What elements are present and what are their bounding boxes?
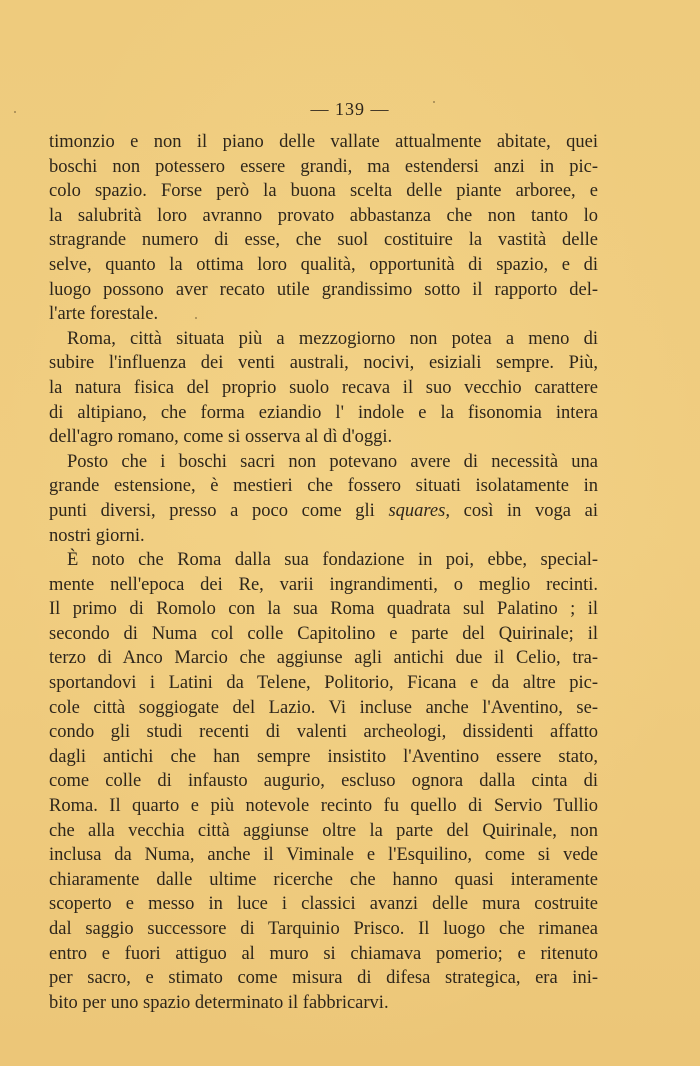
- text-line: per sacro, e stimato come misura di difesa strategica, era ini-: [49, 968, 598, 989]
- text-segment: così in voga ai: [463, 500, 599, 521]
- text-line: condo gli studi recenti di valenti archeologi, dissidenti affatto: [49, 722, 598, 743]
- text-line: terzo di Anco Marcio che aggiunse agli antichi due il Celio, tra-: [49, 648, 598, 669]
- text-line: l'arte forestale.: [49, 304, 159, 325]
- text-line: colo spazio. Forse però la buona scelta delle piante arboree, e: [49, 181, 598, 202]
- italic-term: squares,: [388, 500, 464, 521]
- text-line: scoperto e messo in luce i classici avanzi delle mura costruite: [49, 894, 598, 915]
- text-line: subire l'influenza dei venti australi, nocivi, esiziali sempre. Più,: [49, 353, 598, 374]
- text-line: selve, quanto la ottima loro qualità, opportunità di spazio, e di: [49, 254, 598, 275]
- text-line: timonzio e non il piano delle vallate attualmente abitate, quei: [49, 132, 598, 152]
- text-line: inclusa da Numa, anche il Viminale e l'Esquilino, come si vede: [49, 845, 598, 866]
- text-line: di altipiano, che forma eziandio l' indole e la fisonomia intera: [49, 402, 598, 423]
- text-line: mente nell'epoca dei Re, varii ingrandimenti, o meglio recinti.: [49, 574, 598, 595]
- text-line: la natura fisica del proprio suolo recava il suo vecchio carattere: [49, 377, 598, 398]
- text-line: chiaramente dalle ultime ricerche che hanno quasi interamente: [49, 869, 598, 890]
- text-line: che alla vecchia città aggiunse oltre la parte del Quirinale, non: [49, 820, 598, 841]
- text-line: dell'agro romano, come si osserva al dì d'oggi.: [49, 427, 393, 448]
- text-line: cole città soggiogate del Lazio. Vi incluse anche l'Aventino, se-: [49, 697, 598, 718]
- text-line: entro e fuori attiguo al muro si chiamava pomerio; e ritenuto: [49, 943, 598, 964]
- text-line: dagli antichi che han sempre insistito l'Aventino essere stato,: [49, 746, 598, 767]
- text-line: grande estensione, è mestieri che fossero situati isolatamente in: [49, 476, 598, 497]
- text-line: nostri giorni.: [49, 525, 145, 546]
- text-line: bito per uno spazio determinato il fabbricarvi.: [49, 992, 389, 1013]
- text-line: dal saggio successore di Tarquinio Prisco. Il luogo che rimanea: [49, 919, 598, 939]
- text-line: [49, 499, 598, 524]
- text-line: la salubrità loro avranno provato abbastanza che non tanto lo: [49, 205, 598, 226]
- text-line: boschi non potessero essere grandi, ma estendersi anzi in pic-: [49, 156, 598, 177]
- page-number: — 139 —: [310, 99, 390, 119]
- body-text: [49, 130, 598, 1015]
- text-line: stragrande numero di esse, che suol costituire la vastità delle: [49, 230, 598, 251]
- text-line: Il primo di Romolo con la sua Roma quadrata sul Palatino ; il: [49, 599, 598, 620]
- text-line: Roma, città situata più a mezzogiorno non potea a meno di: [67, 328, 598, 349]
- text-line: Roma. Il quarto e più notevole recinto fu quello di Servio Tullio: [49, 796, 598, 817]
- text-line: come colle di infausto augurio, escluso ognora dalla cinta di: [49, 771, 598, 792]
- text-line: sportandovi i Latini da Telene, Politorio, Ficana e da altre pic-: [49, 673, 598, 694]
- text-segment: punti diversi, presso a poco come gli: [49, 500, 389, 521]
- text-line: secondo di Numa col colle Capitolino e parte del Quirinale; il: [49, 623, 598, 644]
- text-line: È noto che Roma dalla sua fondazione in poi, ebbe, special-: [67, 550, 598, 571]
- text-line: Posto che i boschi sacri non potevano avere di necessità una: [67, 451, 598, 472]
- text-line: luogo possono aver recato utile grandissimo sotto il rapporto del-: [49, 279, 598, 300]
